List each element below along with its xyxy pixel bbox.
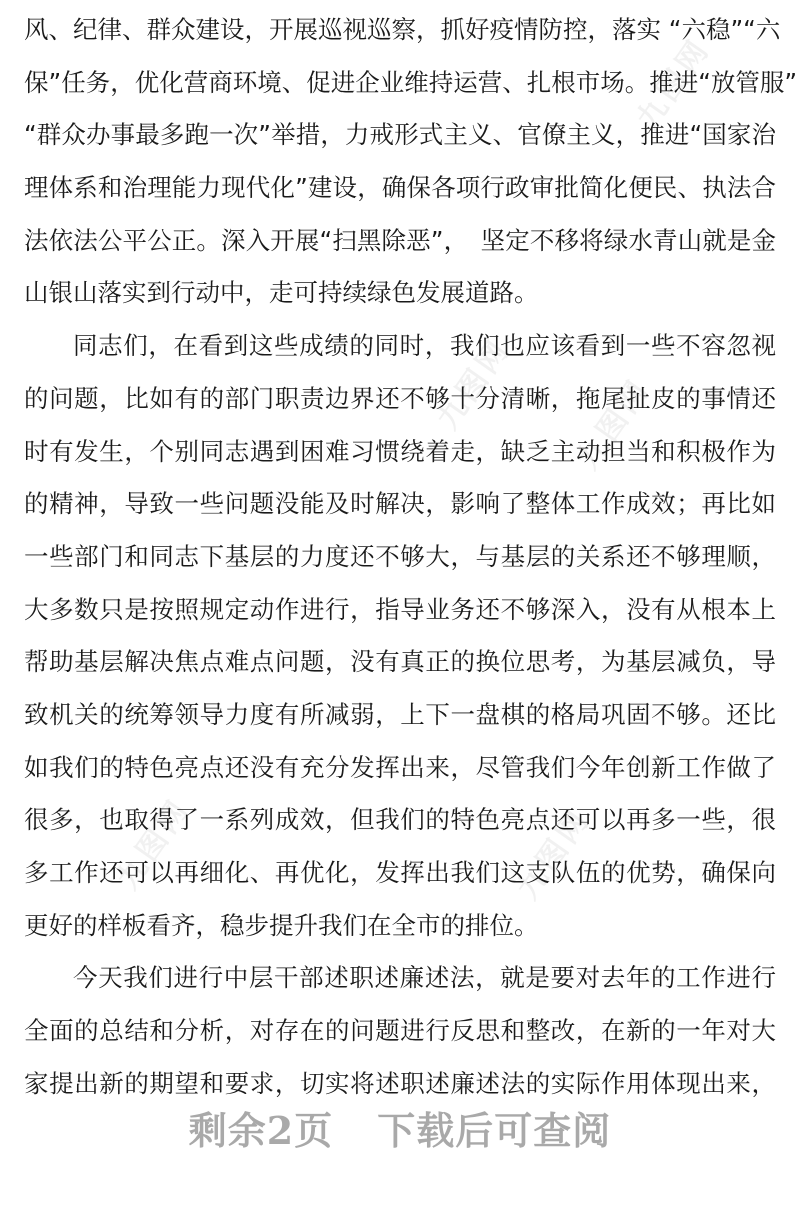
watermark: 九图网 — [630, 32, 718, 136]
remaining-pages-label: 剩余2页 — [188, 1108, 334, 1153]
download-hint-label: 下载后可查阅 — [377, 1108, 612, 1153]
text-line: 风、纪律、群众建设，开展巡视巡察，抓好疫情防控，落实 “六稳”“六 — [24, 15, 781, 44]
text-line: 理体系和治理能力现代化”建设，确保各项行政审批简化便民、执法合 — [24, 173, 776, 203]
text-line: 如我们的特色亮点还没有充分发挥出来，尽管我们今年创新工作做了 — [24, 752, 776, 782]
text-line: 今天我们进行中层干部述职述廉述法，就是要对去年的工作进行 — [73, 963, 776, 993]
text-line: “群众办事最多跑一次”举措，力戒形式主义、官僚主义，推进“国家治 — [24, 120, 776, 150]
text-line: 多工作还可以再细化、再优化，发挥出我们这支队伍的优势，确保向 — [24, 858, 776, 887]
text-line: 的问题，比如有的部门职责边界还不够十分清晰，拖尾扯皮的事情还 — [24, 383, 776, 413]
text-line: 大多数只是按照规定动作进行，指导业务还不够深入，没有从根本上 — [24, 594, 776, 624]
text-line: 的精神，导致一些问题没能及时解决，影响了整体工作成效；再比如 — [24, 489, 776, 519]
text-line: 同志们，在看到这些成绩的同时，我们也应该看到一些不容忽视 — [73, 331, 776, 361]
text-line: 法依法公平公正。深入开展“扫黑除恶”， 坚定不移将绿水青山就是金 — [24, 225, 776, 255]
text-line: 家提出新的期望和要求，切实将述职述廉述法的实际作用体现出来， — [24, 1068, 776, 1098]
text-line: 更好的样板看齐，稳步提升我们在全市的排位。 — [24, 910, 539, 940]
watermark: 九图网 — [110, 792, 198, 896]
download-prompt-banner[interactable] — [0, 1100, 800, 1155]
text-line: 一些部门和同志下基层的力度还不够大，与基层的关系还不够理顺， — [24, 541, 776, 571]
text-line: 帮助基层解决焦点难点问题，没有真正的换位思考，为基层减负，导 — [24, 647, 776, 677]
watermark: 九图网 — [570, 372, 658, 476]
watermark: 九图网 — [430, 332, 518, 436]
text-line: 保”任务，优化营商环境、促进企业维持运营、扎根市场。推进“放管服” — [24, 67, 798, 97]
document-body — [24, 4, 798, 1110]
text-line: 很多，也取得了一系列成效，但我们的特色亮点还可以再多一些，很 — [24, 805, 776, 835]
watermark: 九图网 — [510, 802, 598, 906]
text-line: 致机关的统筹领导力度有所减弱，上下一盘棋的格局巩固不够。还比 — [24, 699, 776, 729]
text-line: 时有发生，个别同志遇到困难习惯绕着走，缺乏主动担当和积极作为 — [24, 436, 776, 466]
text-line: 山银山落实到行动中，走可持续绿色发展道路。 — [24, 278, 539, 308]
text-line: 全面的总结和分析，对存在的问题进行反思和整改，在新的一年对大 — [24, 1016, 776, 1046]
